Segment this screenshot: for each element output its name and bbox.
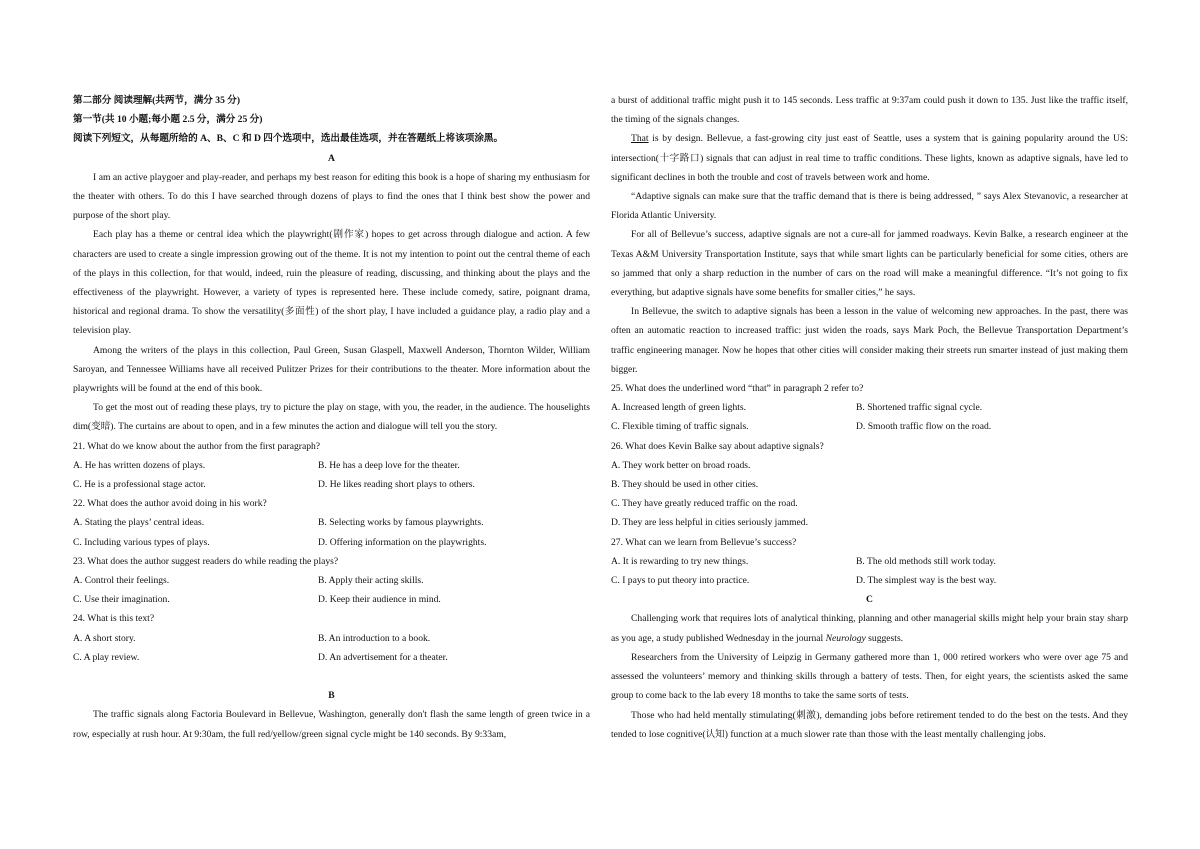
passage-a-paragraph-3: Among the writers of the plays in this collection, Paul Green, Susan Glaspell, Maxwell Anderson, Thornton Wilder, William Saroyan, and Tennessee Williams have all received Pulitzer Prizes for their contributions to the theater. More information about the playwrights will be found at the end of this book. [73, 344, 590, 395]
spacer [73, 667, 590, 686]
question-22-options [73, 513, 590, 532]
passage-b-paragraph-1-start: The traffic signals along Factoria Boulevard in Bellevue, Washington, generally don't flash the same length of green twice in a row, especially at rush hour. At 9:30am, the full red/yellow/green signal cycle might be 140 seconds. By 9:33am, [73, 709, 590, 740]
option-b: B. Selecting works by famous playwrights. [318, 517, 484, 529]
question-27-options-2 [611, 571, 1128, 590]
question-24-options [73, 629, 590, 648]
option-a: A. Increased length of green lights. [611, 402, 747, 414]
option-a: A. A short story. [73, 632, 136, 644]
option-c: C. They have greatly reduced traffic on the road. [611, 498, 798, 510]
option-c: C. Flexible timing of traffic signals. [611, 421, 749, 433]
passage-b-paragraph-2 [611, 129, 1128, 187]
option-b: B. Apply their acting skills. [318, 575, 424, 587]
passage-a-label: A [328, 152, 335, 164]
option-a: A. Stating the plays’ central ideas. [73, 517, 205, 529]
passage-b-paragraph-2-text: is by design. Bellevue, a fast-growing city just east of Seattle, uses a system that is gaining popularity around the US: intersection(十字路口) signals that can adjust in real time to traffic conditions. These lights, known as adaptive signals, have led to significant declines in both the trouble and cost of travels between work and home. [611, 133, 1128, 183]
option-d: D. He likes reading short plays to others. [318, 479, 475, 491]
question-25-options [611, 398, 1128, 417]
question-22: 22. What does the author avoid doing in his work? [73, 498, 267, 510]
right-column [611, 91, 1128, 744]
option-c: C. Use their imagination. [73, 594, 170, 606]
option-a: A. He has written dozens of plays. [73, 459, 206, 471]
passage-c-paragraph-1 [611, 609, 1128, 647]
passage-a-paragraph-1: I am an active playgoer and play-reader, and perhaps my best reason for editing this book is a hope of sharing my enthusiasm for the theater with others. To do this I have searched through dozens of plays to find the ones that I think best show the power and purpose of the short play. [73, 171, 590, 222]
passage-b-paragraph-5: In Bellevue, the switch to adaptive signals has been a lesson in the value of welcoming new approaches. In the past, there was often an automatic reaction to increased traffic: just widen the roads, says Mark Poch, the Bellevue Transportation Department’s traffic engineering manager. Now he hopes that other cities will consider making their streets run smarter instead of just making them bigger. [611, 306, 1128, 375]
passage-b-label: B [328, 690, 335, 702]
passage-b-paragraph-1-end: a burst of additional traffic might push it to 145 seconds. Less traffic at 9:37am could push it down to 135. Just like the traffic itself, the timing of the signals changes. [611, 95, 1128, 126]
question-21: 21. What do we know about the author from the first paragraph? [73, 440, 321, 452]
question-25: 25. What does the underlined word “that” in paragraph 2 refer to? [611, 383, 864, 395]
journal-name: Neurology [825, 632, 866, 644]
question-22-options-2 [73, 533, 590, 552]
option-c: C. A play review. [73, 651, 140, 663]
option-b: B. Shortened traffic signal cycle. [856, 402, 983, 414]
passage-c-paragraph-1-start: Challenging work that requires lots of analytical thinking, planning and other managerial skills might help your brain stay sharp as you age, a study published Wednesday in the journal [611, 613, 1128, 644]
question-21-options [73, 456, 590, 475]
question-27-options [611, 552, 1128, 571]
option-b: B. The old methods still work today. [856, 555, 996, 567]
passage-c-paragraph-3: Those who had held mentally stimulating(刺激), demanding jobs before retirement tended to do the best on the tests. And they tended to lose cognitive(认知) function at a much slower rate than those with the least mentally challenging jobs. [611, 709, 1128, 740]
passage-c-label: C [866, 594, 873, 606]
option-c: C. I pays to put theory into practice. [611, 575, 750, 587]
option-d: D. The simplest way is the best way. [856, 575, 997, 587]
passage-b-paragraph-4: For all of Bellevue’s success, adaptive signals are not a cure-all for jammed roadways. Kevin Balke, a research engineer at the Texas A&M University Transportation Institute, says that while smart lights can be particularly beneficial for some cities, others are so jammed that only a sharp reduction in the number of cars on the road will make a meaningful difference. “It’s not going to fix everything, but adaptive signals have some benefits for smaller cities,” he says. [611, 229, 1128, 299]
question-25-options-2 [611, 417, 1128, 436]
passage-a-paragraph-4: To get the most out of reading these plays, try to picture the play on stage, with you, the reader, in the audience. The houselights dim(变暗). The curtains are about to open, and in a few minutes the action and dialogue will tell you the story. [73, 402, 590, 433]
option-a: A. Control their feelings. [73, 575, 170, 587]
passage-c-paragraph-1-end: suggests. [865, 632, 904, 644]
option-b: B. An introduction to a book. [318, 632, 431, 644]
option-b: B. They should be used in other cities. [611, 479, 759, 491]
question-24: 24. What is this text? [73, 613, 155, 625]
question-26: 26. What does Kevin Balke say about adaptive signals? [611, 440, 824, 452]
instruction: 阅读下列短文，从每题所给的 A、B、C 和 D 四个选项中，选出最佳选项，并在答题纸上将该项涂黑。 [73, 133, 504, 145]
option-d: D. Offering information on the playwrights. [318, 536, 487, 548]
question-23-options [73, 571, 590, 590]
passage-b-paragraph-3: “Adaptive signals can make sure that the traffic demand that is there is being addressed, ” says Alex Stevanovic, a researcher at Florida Atlantic University. [611, 191, 1128, 222]
option-a: A. It is rewarding to try new things. [611, 555, 749, 567]
question-24-options-2 [73, 648, 590, 667]
question-21-options-2 [73, 475, 590, 494]
option-d: D. They are less helpful in cities seriously jammed. [611, 517, 808, 529]
question-23-options-2 [73, 590, 590, 609]
option-c: C. Including various types of plays. [73, 536, 210, 548]
passage-c-paragraph-2: Researchers from the University of Leipzig in Germany gathered more than 1, 000 retired workers who were over age 75 and assessed the volunteers’ memory and thinking skills through a battery of tests. Then, for eight years, the scientists asked the same group to come back to the lab every 18 months to take the same sorts of tests. [611, 651, 1128, 702]
option-d: D. An advertisement for a theater. [318, 651, 448, 663]
option-d: D. Smooth traffic flow on the road. [856, 421, 992, 433]
option-b: B. He has a deep love for the theater. [318, 459, 460, 471]
option-c: C. He is a professional stage actor. [73, 479, 206, 491]
underlined-word: That [631, 133, 649, 145]
question-27: 27. What can we learn from Bellevue’s success? [611, 536, 797, 548]
question-23: 23. What does the author suggest readers do while reading the plays? [73, 555, 339, 567]
option-d: D. Keep their audience in mind. [318, 594, 441, 606]
part-heading: 第二部分 阅读理解(共两节，满分 35 分) [73, 95, 241, 106]
passage-a-paragraph-2: Each play has a theme or central idea which the playwright(剧作家) hopes to get across through dialogue and action. A few characters are used to create a single impression growing out of the theme. It is not my intention to point out the central theme of each of the plays in this collection, for that would, indeed, ruin the pleasure of reading, discussing, and thinking about the plays and the effectiveness of the playwright. However, a variety of types is represented here. These include comedy, satire, poignant drama, historical and regional drama. To show the versatility(多面性) of the short play, I have included a guidance play, a radio play and a television play. [73, 229, 590, 337]
option-a: A. They work better on broad roads. [611, 459, 751, 471]
left-column [73, 91, 590, 744]
section-heading: 第一节(共 10 小题;每小题 2.5 分，满分 25 分) [73, 114, 263, 126]
